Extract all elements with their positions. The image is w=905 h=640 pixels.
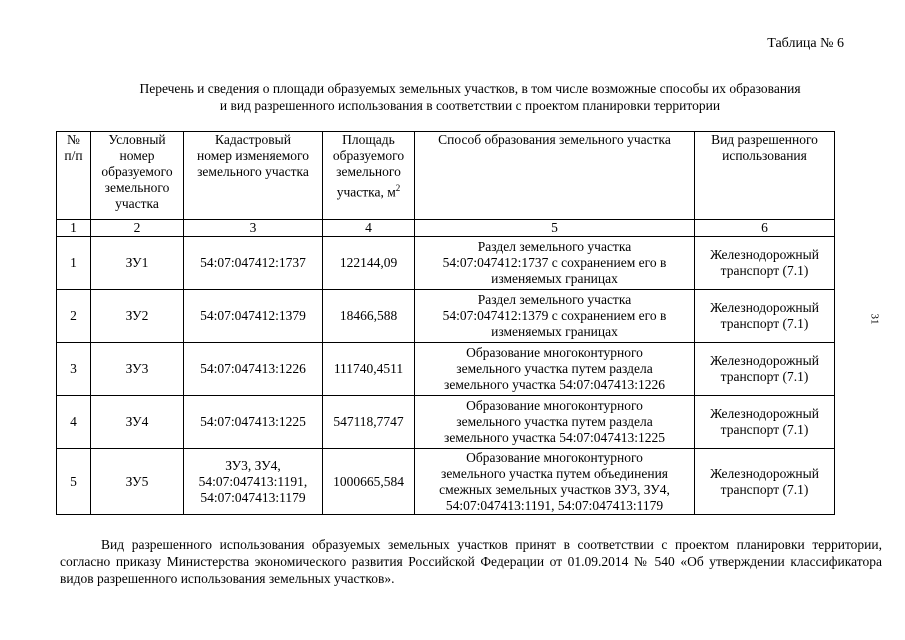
cell-line: земельного участка путем раздела bbox=[456, 361, 653, 376]
column-number: 4 bbox=[323, 220, 415, 237]
table-row bbox=[57, 343, 835, 396]
header-line: Кадастровый bbox=[215, 132, 291, 147]
cell-line: 54:07:047413:1226 bbox=[200, 361, 306, 376]
column-number: 5 bbox=[415, 220, 695, 237]
cell-area: 122144,09 bbox=[323, 237, 415, 290]
column-number: 1 bbox=[57, 220, 91, 237]
cell-area: 18466,588 bbox=[323, 290, 415, 343]
header-line: образуемого bbox=[332, 148, 405, 163]
header-line: образуемого bbox=[101, 164, 173, 179]
cell-formation-method bbox=[415, 343, 695, 396]
cell-line: 54:07:047413:1179 bbox=[200, 489, 306, 505]
cell-line: Железнодорожный bbox=[710, 353, 819, 368]
land-plots-table bbox=[56, 131, 835, 515]
cell-line: Образование многоконтурного bbox=[466, 345, 643, 360]
cell-formation-method bbox=[415, 396, 695, 449]
cell-line: Железнодорожный bbox=[710, 300, 819, 315]
header-line: земельного участка bbox=[197, 164, 309, 179]
cell-conditional-number: ЗУ2 bbox=[91, 290, 184, 343]
cell-line: земельного участка 54:07:047413:1226 bbox=[444, 377, 665, 392]
cell-conditional-number: ЗУ5 bbox=[91, 449, 184, 515]
table-row bbox=[57, 237, 835, 290]
column-number-row bbox=[57, 220, 835, 237]
cell-conditional-number: ЗУ4 bbox=[91, 396, 184, 449]
header-line: земельного bbox=[336, 164, 401, 179]
caption-line: Перечень и сведения о площади образуемых земельных участков, в том числе возможные способы их образования bbox=[139, 81, 801, 96]
cell-num: 4 bbox=[57, 396, 91, 449]
cell-line: Железнодорожный bbox=[710, 247, 819, 262]
header-line: земельного bbox=[104, 180, 170, 195]
header-line: № bbox=[67, 132, 80, 147]
cell-area: 547118,7747 bbox=[323, 396, 415, 449]
cell-line: Раздел земельного участка bbox=[477, 239, 632, 254]
cell-line: транспорт (7.1) bbox=[720, 481, 809, 497]
cell-line: транспорт (7.1) bbox=[720, 422, 809, 437]
cell-line: смежных земельных участков ЗУ3, ЗУ4, bbox=[439, 481, 670, 497]
header-line: Условный bbox=[108, 132, 166, 147]
cell-line: 54:07:047412:1379 bbox=[200, 308, 306, 323]
cell-line: 54:07:047412:1379 с сохранением его в bbox=[442, 308, 667, 323]
header-area bbox=[323, 132, 415, 220]
cell-line: Железнодорожный bbox=[710, 465, 819, 481]
header-line: Вид разрешенного bbox=[711, 132, 818, 147]
cell-cadastral-number bbox=[184, 396, 323, 449]
table-row bbox=[57, 449, 835, 515]
cell-formation-method bbox=[415, 290, 695, 343]
cell-num: 5 bbox=[57, 449, 91, 515]
cell-formation-method bbox=[415, 449, 695, 515]
cell-area: 111740,4511 bbox=[323, 343, 415, 396]
header-area-superscript: 2 bbox=[395, 183, 401, 193]
header-line: участка bbox=[115, 196, 159, 211]
cell-line: изменяемых границах bbox=[491, 271, 618, 286]
cell-line: транспорт (7.1) bbox=[720, 369, 809, 384]
cell-cadastral-number bbox=[184, 343, 323, 396]
caption-line: и вид разрешенного использования в соответствии с проектом планировки территории bbox=[219, 98, 721, 113]
header-num bbox=[57, 132, 91, 220]
cell-line: транспорт (7.1) bbox=[720, 263, 809, 278]
cell-line: Образование многоконтурного bbox=[466, 398, 643, 413]
cell-num: 2 bbox=[57, 290, 91, 343]
cell-line: 54:07:047413:1225 bbox=[200, 414, 306, 429]
cell-formation-method bbox=[415, 237, 695, 290]
cell-permitted-use bbox=[695, 290, 835, 343]
cell-line: 54:07:047413:1191, 54:07:047413:1179 bbox=[445, 497, 664, 513]
cell-line: Раздел земельного участка bbox=[477, 292, 632, 307]
cell-line: земельного участка 54:07:047413:1225 bbox=[444, 430, 665, 445]
cell-line: земельного участка путем объединения bbox=[440, 465, 669, 481]
cell-num: 1 bbox=[57, 237, 91, 290]
cell-permitted-use bbox=[695, 396, 835, 449]
header-formation-method: Способ образования земельного участка bbox=[415, 132, 695, 220]
cell-line: земельного участка путем раздела bbox=[456, 414, 653, 429]
cell-permitted-use bbox=[695, 449, 835, 515]
cell-line: Образование многоконтурного bbox=[466, 449, 643, 465]
header-permitted-use bbox=[695, 132, 835, 220]
cell-num: 3 bbox=[57, 343, 91, 396]
table-caption bbox=[60, 80, 880, 114]
cell-permitted-use bbox=[695, 237, 835, 290]
header-conditional-number bbox=[91, 132, 184, 220]
header-line: номер изменяемого bbox=[197, 148, 309, 163]
table-row bbox=[57, 396, 835, 449]
cell-line: 54:07:047412:1737 с сохранением его в bbox=[442, 255, 667, 270]
table-row bbox=[57, 290, 835, 343]
header-line: использования bbox=[722, 148, 807, 163]
cell-line: Железнодорожный bbox=[710, 406, 819, 421]
cell-line: ЗУ3, ЗУ4, bbox=[225, 457, 281, 473]
cell-line: изменяемых границах bbox=[491, 324, 618, 339]
cell-line: транспорт (7.1) bbox=[720, 316, 809, 331]
table-label: Таблица № 6 bbox=[767, 36, 844, 51]
header-line bbox=[326, 180, 411, 201]
page-number: 31 bbox=[868, 313, 881, 325]
cell-permitted-use bbox=[695, 343, 835, 396]
header-line: номер bbox=[119, 148, 155, 163]
header-area-unit: участка, м bbox=[336, 184, 396, 200]
cell-line: 54:07:047412:1737 bbox=[200, 255, 306, 270]
cell-cadastral-number bbox=[184, 290, 323, 343]
column-number: 6 bbox=[695, 220, 835, 237]
column-number: 2 bbox=[91, 220, 184, 237]
cell-cadastral-number bbox=[184, 449, 323, 515]
footer-paragraph: Вид разрешенного использования образуемых земельных участков принят в соответствии с проектом планировки территории, согласно приказу Министерства экономического развития Российской Федерации от 01.09.2014 № 540 «Об утверждении классификатора видов разрешенного использования земельных участков». bbox=[60, 537, 882, 586]
column-number: 3 bbox=[184, 220, 323, 237]
cell-area: 1000665,584 bbox=[323, 449, 415, 515]
cell-conditional-number: ЗУ3 bbox=[91, 343, 184, 396]
cell-line: 54:07:047413:1191, bbox=[198, 473, 308, 489]
cell-cadastral-number bbox=[184, 237, 323, 290]
header-line: п/п bbox=[64, 148, 83, 163]
header-line: Площадь bbox=[342, 132, 395, 147]
cell-conditional-number: ЗУ1 bbox=[91, 237, 184, 290]
header-cadastral-number bbox=[184, 132, 323, 220]
table-header-row bbox=[57, 132, 835, 220]
